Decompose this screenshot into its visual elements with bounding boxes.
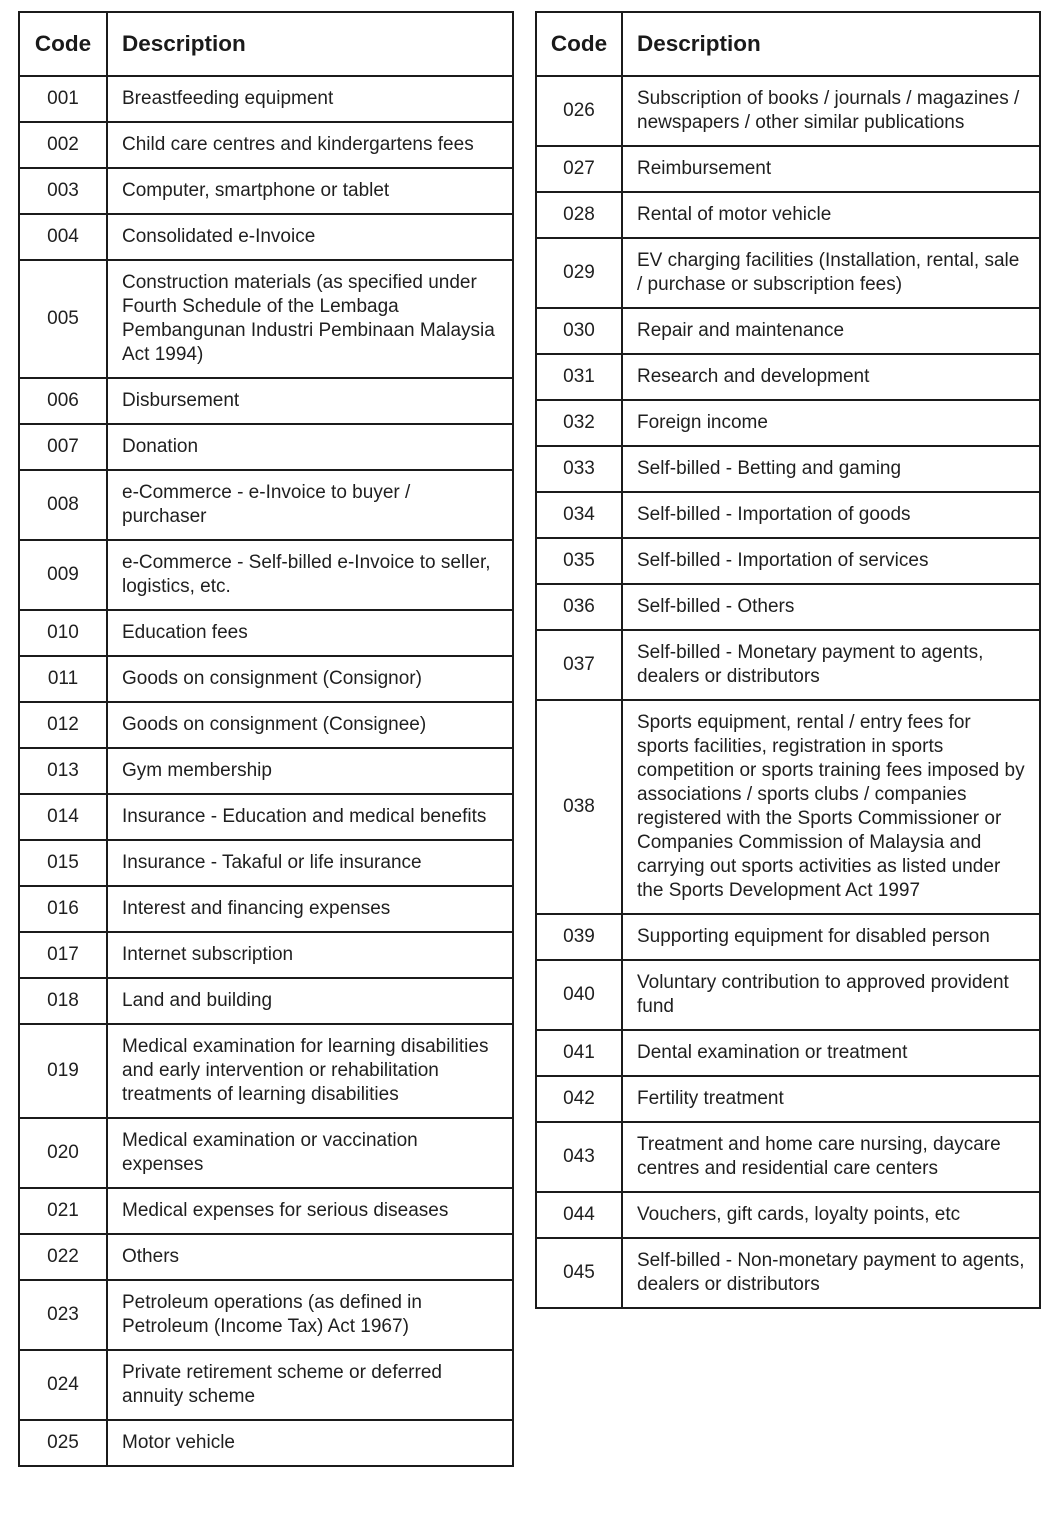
- table-row: [19, 122, 513, 168]
- table-row: [536, 630, 1040, 700]
- description-cell: Goods on consignment (Consignor): [107, 656, 513, 702]
- table-row: [536, 584, 1040, 630]
- code-cell: 008: [19, 470, 107, 540]
- description-cell: Land and building: [107, 978, 513, 1024]
- table-row: [536, 146, 1040, 192]
- table-row: [536, 354, 1040, 400]
- table-row: [536, 700, 1040, 914]
- code-cell: 007: [19, 424, 107, 470]
- code-cell: 029: [536, 238, 622, 308]
- code-cell: 037: [536, 630, 622, 700]
- table-row: [536, 238, 1040, 308]
- description-cell: Medical examination or vaccination expenses: [107, 1118, 513, 1188]
- description-cell: Rental of motor vehicle: [622, 192, 1040, 238]
- description-cell: Research and development: [622, 354, 1040, 400]
- code-cell: 017: [19, 932, 107, 978]
- description-cell: Donation: [107, 424, 513, 470]
- description-cell: Education fees: [107, 610, 513, 656]
- table-row: [536, 76, 1040, 146]
- table-row: [19, 1118, 513, 1188]
- table-row: [536, 308, 1040, 354]
- code-cell: 013: [19, 748, 107, 794]
- table-row: [536, 1030, 1040, 1076]
- table-row: [536, 192, 1040, 238]
- description-cell: Sports equipment, rental / entry fees for sports facilities, registration in sports competition or sports training fees imposed by associations / sports clubs / companies registered with the Sports Commissioner or Companies Commission of Malaysia and carrying out sports activities as listed under the Sports Development Act 1997: [622, 700, 1040, 914]
- code-cell: 027: [536, 146, 622, 192]
- description-cell: Reimbursement: [622, 146, 1040, 192]
- table-row: [536, 538, 1040, 584]
- code-cell: 012: [19, 702, 107, 748]
- code-cell: 021: [19, 1188, 107, 1234]
- table-row: [536, 446, 1040, 492]
- table-row: [19, 1024, 513, 1118]
- classification-codes-table-right: [535, 11, 1041, 1309]
- table-row: [19, 978, 513, 1024]
- description-cell: Insurance - Takaful or life insurance: [107, 840, 513, 886]
- code-cell: 026: [536, 76, 622, 146]
- table-row: [19, 610, 513, 656]
- table-row: [19, 1188, 513, 1234]
- description-cell: Fertility treatment: [622, 1076, 1040, 1122]
- code-cell: 002: [19, 122, 107, 168]
- classification-codes-table-left: [18, 11, 514, 1467]
- table-row: [19, 1234, 513, 1280]
- table-row: [536, 1238, 1040, 1308]
- code-cell: 035: [536, 538, 622, 584]
- description-cell: Dental examination or treatment: [622, 1030, 1040, 1076]
- table-row: [536, 400, 1040, 446]
- code-cell: 019: [19, 1024, 107, 1118]
- code-cell: 030: [536, 308, 622, 354]
- table-row: [536, 1076, 1040, 1122]
- code-cell: 022: [19, 1234, 107, 1280]
- code-cell: 018: [19, 978, 107, 1024]
- description-cell: Consolidated e-Invoice: [107, 214, 513, 260]
- table-row: [536, 960, 1040, 1030]
- description-cell: Supporting equipment for disabled person: [622, 914, 1040, 960]
- code-cell: 009: [19, 540, 107, 610]
- description-cell: Motor vehicle: [107, 1420, 513, 1466]
- code-cell: 036: [536, 584, 622, 630]
- description-cell: Foreign income: [622, 400, 1040, 446]
- code-cell: 020: [19, 1118, 107, 1188]
- description-cell: Treatment and home care nursing, daycare centres and residential care centers: [622, 1122, 1040, 1192]
- table-row: [19, 1280, 513, 1350]
- code-cell: 014: [19, 794, 107, 840]
- table-row: [19, 840, 513, 886]
- code-cell: 025: [19, 1420, 107, 1466]
- code-cell: 024: [19, 1350, 107, 1420]
- table-row: [19, 656, 513, 702]
- code-cell: 038: [536, 700, 622, 914]
- table-row: [19, 378, 513, 424]
- description-cell: Construction materials (as specified under Fourth Schedule of the Lembaga Pembangunan Industri Pembinaan Malaysia Act 1994): [107, 260, 513, 378]
- code-cell: 042: [536, 1076, 622, 1122]
- table-row: [19, 1350, 513, 1420]
- code-cell: 023: [19, 1280, 107, 1350]
- description-cell: Computer, smartphone or tablet: [107, 168, 513, 214]
- table-row: [19, 470, 513, 540]
- code-cell: 041: [536, 1030, 622, 1076]
- code-cell: 010: [19, 610, 107, 656]
- code-cell: 040: [536, 960, 622, 1030]
- description-cell: Disbursement: [107, 378, 513, 424]
- description-cell: Others: [107, 1234, 513, 1280]
- table-row: [19, 794, 513, 840]
- table-row: [19, 76, 513, 122]
- description-cell: Subscription of books / journals / magazines / newspapers / other similar publications: [622, 76, 1040, 146]
- table-row: [536, 492, 1040, 538]
- description-cell: Goods on consignment (Consignee): [107, 702, 513, 748]
- description-column-header: Description: [622, 12, 1040, 76]
- table-row: [19, 886, 513, 932]
- description-cell: Self-billed - Others: [622, 584, 1040, 630]
- description-cell: Repair and maintenance: [622, 308, 1040, 354]
- description-cell: Medical examination for learning disabilities and early intervention or rehabilitation treatments of learning disabilities: [107, 1024, 513, 1118]
- description-cell: Self-billed - Importation of goods: [622, 492, 1040, 538]
- code-cell: 031: [536, 354, 622, 400]
- code-cell: 028: [536, 192, 622, 238]
- table-row: [19, 260, 513, 378]
- table-row: [19, 168, 513, 214]
- code-cell: 044: [536, 1192, 622, 1238]
- code-cell: 045: [536, 1238, 622, 1308]
- description-cell: Self-billed - Importation of services: [622, 538, 1040, 584]
- description-cell: Internet subscription: [107, 932, 513, 978]
- table-row: [536, 1192, 1040, 1238]
- table-row: [19, 424, 513, 470]
- code-cell: 001: [19, 76, 107, 122]
- table-row: [19, 748, 513, 794]
- code-cell: 034: [536, 492, 622, 538]
- code-cell: 039: [536, 914, 622, 960]
- description-cell: Gym membership: [107, 748, 513, 794]
- table-row: [19, 932, 513, 978]
- description-cell: Petroleum operations (as defined in Petroleum (Income Tax) Act 1967): [107, 1280, 513, 1350]
- table-row: [536, 1122, 1040, 1192]
- code-cell: 033: [536, 446, 622, 492]
- table-row: [19, 214, 513, 260]
- description-cell: Interest and financing expenses: [107, 886, 513, 932]
- description-cell: Vouchers, gift cards, loyalty points, etc: [622, 1192, 1040, 1238]
- code-cell: 005: [19, 260, 107, 378]
- description-cell: Private retirement scheme or deferred annuity scheme: [107, 1350, 513, 1420]
- description-cell: Self-billed - Non-monetary payment to agents, dealers or distributors: [622, 1238, 1040, 1308]
- code-column-header: Code: [19, 12, 107, 76]
- description-cell: Insurance - Education and medical benefits: [107, 794, 513, 840]
- description-cell: Self-billed - Monetary payment to agents, dealers or distributors: [622, 630, 1040, 700]
- code-cell: 004: [19, 214, 107, 260]
- code-cell: 043: [536, 1122, 622, 1192]
- description-cell: e-Commerce - Self-billed e-Invoice to seller, logistics, etc.: [107, 540, 513, 610]
- table-row: [19, 702, 513, 748]
- code-column-header: Code: [536, 12, 622, 76]
- description-column-header: Description: [107, 12, 513, 76]
- description-cell: EV charging facilities (Installation, rental, sale / purchase or subscription fees): [622, 238, 1040, 308]
- code-cell: 011: [19, 656, 107, 702]
- table-header-row: [536, 12, 1040, 76]
- description-cell: Child care centres and kindergartens fees: [107, 122, 513, 168]
- code-cell: 003: [19, 168, 107, 214]
- description-cell: Self-billed - Betting and gaming: [622, 446, 1040, 492]
- code-cell: 016: [19, 886, 107, 932]
- table-row: [19, 1420, 513, 1466]
- description-cell: Breastfeeding equipment: [107, 76, 513, 122]
- description-cell: Voluntary contribution to approved provident fund: [622, 960, 1040, 1030]
- table-row: [19, 540, 513, 610]
- code-cell: 015: [19, 840, 107, 886]
- code-cell: 032: [536, 400, 622, 446]
- code-cell: 006: [19, 378, 107, 424]
- table-header-row: [19, 12, 513, 76]
- description-cell: Medical expenses for serious diseases: [107, 1188, 513, 1234]
- table-row: [536, 914, 1040, 960]
- description-cell: e-Commerce - e-Invoice to buyer / purchaser: [107, 470, 513, 540]
